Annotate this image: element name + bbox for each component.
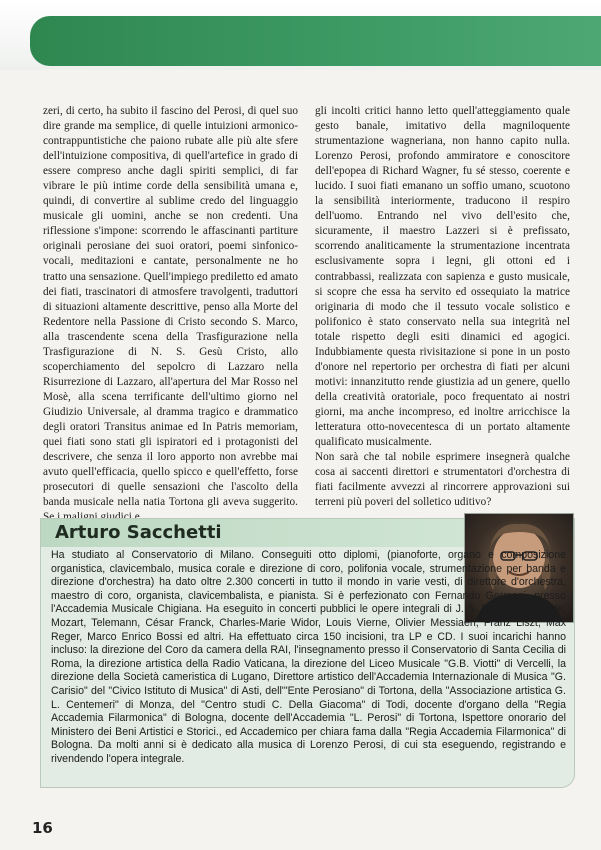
article-left-text: zeri, di certo, ha subito il fascino del Perosi, di quel suo dire grande ma semplice, di quelle intuizioni armonico-contrappuntistiche che paiono rubate alle più alte sfere dell'intuizione compositiva, di quell'artefice in grado di essere compreso anche dagli spiriti semplici, di far vibrare le più intime corde della sensibilità umana e, quindi, di convertire al sublime credo del linguaggio musicale gli uomini, anche se non credenti. Una riflessione s'impone: scorrendo le affascinanti partiture originali perosiane dei suoi oratori, poemi sinfonico-vocali, meditazioni e cantate, personalmente ne ho tratto una sensazione. Quell'impiego prediletto ed amato dei fiati, trascinatori di atmosfere travolgenti, traduttori di situazioni altamente descrittive, penso alla Morte del Redentore nella Passione di Cristo secondo S. Marco, alla trascendente scena della Trasfigurazione nella Trasfigurazione di N. S. Gesù Cristo, allo scoperchiamento del sepolcro di Lazzaro nella Risurrezione di Lazzaro, all'apertura del Mar Rosso nel Mosè, alla scena terrificante dell'ultimo giorno nel Giudizio Universale, al dramma tragico e drammatico degli oratori Transitus animae ed In Patris memoriam, quei fiati sono stati gli ispiratori ed i protagonisti del descrivere, che senza il loro apporto non avrebbe mai avuto quell'efficacia, quello spicco e quell'effetto, forse prosecutori di quelle sensazioni che l'ascolto della banda musicale nella natia Tortona gli aveva suggerito. — [43, 105, 298, 509]
bio-name: Arturo Sacchetti — [55, 522, 222, 543]
bio-text: Ha studiato al Conservatorio di Milano. Conseguiti otto diplomi, (pianoforte, organo e composizione organistica, clavicembalo, musica corale e direzione di coro, polifonia vocale, strumentazione per banda e direzione d'orchestra) ha dato oltre 2.300 concerti in tutto il mondo in varie vesti, di direttore d'orchestra, maestro di coro, organista, clavicembalista, e pianista. Si è perfezionato con Fernando Germani, presso l'Accademia Musicale Chigiana. Ha eseguito in concerti pubblici le opere integrali di J. S. Bach, Buxtehude, Mozart, Telemann, César Franck, Charles-Marie Widor, Louis Vierne, Olivier Messiaen, Franz Liszt, Max Reger, Marco Enrico Bossi ed altri. Ha effettuato circa 150 incisioni, tra LP e CD. I suoi incarichi hanno incluso: la direzione del Coro da camera della RAI, l'insegnamento presso il Conservatorio di Santa Cecilia di Roma, la direzione artistica della Radio Vaticana, la direzione del Liceo Musicale "G.B. Viotti" di Vercelli, la direzione della Società cameristica di Lugano, Direttore artistico dell'Accademia Internazionale di Musica "G. Carisio" del "Civico Istituto di Musica" di Asti, dell'"Ente Perosiano" di Tortona, della "Associazione artistica G. L. Centemeri" di Monza, del "Centro studi C. Della Giacoma" di Todi, docente d'organo della "Regia Accademia Filarmonica" di Bologna, docente dell'Accademia "L. Perosi" di Tortona, Ispettore onorario del Ministero dei Beni Artistici e Storici., ed Accademico per chiara fama dalla "Regia Accademia Filarmonica" di Bologna. Da molti anni si è dedicato alla musica di Lorenzo Perosi, di cui sta eseguendo, registrando e rivendendo l'opera integrale. — [51, 549, 566, 765]
article-right-paragraph-2: Non sarà che tal nobile esprimere insegnerà qualche cosa ai saccenti direttori e strumentatori d'orchestra di fiati facilmente avvezzi al rincorrere approvazioni sui terreni più poveri del solletico uditivo? — [315, 451, 570, 509]
article-body — [43, 104, 570, 514]
article-left-column — [43, 104, 298, 514]
article-right-column — [315, 104, 570, 514]
header-green-tab — [30, 16, 601, 66]
bio-box — [40, 518, 575, 788]
article-right-paragraph-1: gli incolti critici hanno letto quell'atteggiamento quale gesto banale, imitativo della magniloquente strumentazione wagneriana, non hanno capito nulla. Lorenzo Perosi, profondo ammiratore e conoscitore dell'epopea di Richard Wagner, fu sé stesso, coerente e lucido. I suoi fiati emanano un soffio umano, scuotono la sensibilità interiormente, traducono il respiro dell'uomo. Entrando nel vivo dell'esito che, sicuramente, il maestro Lazzeri si è prefissato, scorrendo analiticamente la strumentazione incentrata esclusivamente sopra i legni, gli ottoni ed i contrabbassi, realizzata con sapienza e gusto musicale, si scopre che essa ha servito ed ossequiato la matrice originaria di modo che il tessuto vocale solistico e polifonico è stato conservato nella sua integrità nel totale rispetto degli esiti dinamici ed agogici. Indubbiamente questa rivisitazione si pone in un posto d'onore nel repertorio per orchestra di fiati per alcuni motivi: innanzitutto rende giustizia ad un genere, quello della creatività oratoriale, poco frequentato ai nostri giorni, ma anche incompreso, ed inoltre arricchisce la letteratura otto-novecentesca di un portato altamente qualificato musicalmente. — [315, 105, 570, 449]
page-number: 16 — [32, 819, 53, 837]
